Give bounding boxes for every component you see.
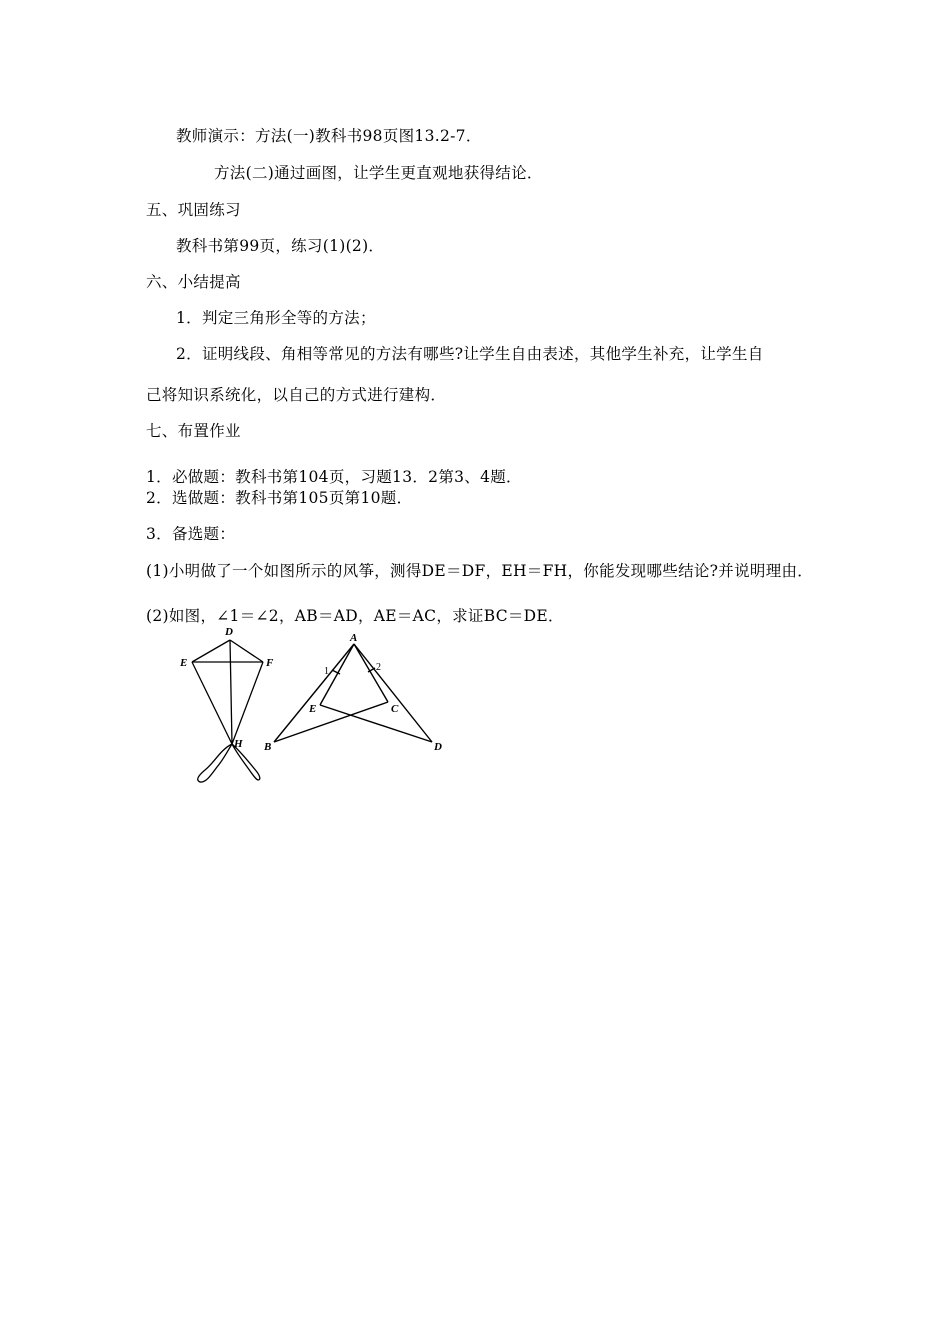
section-heading-consolidation: 五、巩固练习 xyxy=(146,201,241,219)
triangle-figure xyxy=(260,632,450,762)
label-b: B xyxy=(264,741,272,753)
label-angle-2: 2 xyxy=(376,662,381,673)
text-line-optional: 2．选做题：教科书第105页第10题． xyxy=(146,489,413,507)
label-e: E xyxy=(309,703,317,715)
text-line-required: 1．必做题：教科书第104页，习题13．2第3、4题． xyxy=(146,468,522,486)
kite-tail-left xyxy=(198,744,232,782)
section-heading-summary: 六、小结提高 xyxy=(146,273,241,291)
label-angle-1: 1 xyxy=(324,666,329,677)
section-heading-homework: 七、布置作业 xyxy=(146,422,241,440)
text-line-teacher-demo: 教师演示：方法(一)教科书98页图13.2-7． xyxy=(176,127,482,145)
kite-label-d: D xyxy=(225,626,233,638)
text-line-backup: 3．备选题： xyxy=(146,525,236,543)
kite-label-f: F xyxy=(266,657,274,669)
text-line-summary-2: 2．证明线段、角相等常见的方法有哪些?让学生自由表述，其他学生补充，让学生自 xyxy=(176,345,764,363)
text-line-problem-1: (1)小明做了一个如图所示的风筝，测得DE＝DF，EH＝FH，你能发现哪些结论?并说明理由． xyxy=(146,562,814,580)
label-d: D xyxy=(434,741,442,753)
text-line-summary-2-cont: 己将知识系统化，以自己的方式进行建构． xyxy=(146,386,447,404)
kite-edge-dh xyxy=(230,640,232,744)
kite-edge-fh xyxy=(232,662,263,744)
kite-edge-eh xyxy=(192,662,232,744)
edge-ed xyxy=(320,705,432,742)
edge-ad xyxy=(354,644,432,742)
label-c: C xyxy=(391,703,399,715)
text-line-exercise: 教科书第99页，练习(1)(2)． xyxy=(176,237,385,255)
kite-edge-df xyxy=(230,640,263,662)
label-a: A xyxy=(350,632,358,644)
text-line-problem-2: (2)如图，∠1＝∠2，AB＝AD，AE＝AC，求证BC＝DE． xyxy=(146,607,564,625)
kite-label-h: H xyxy=(234,738,243,750)
kite-edge-de xyxy=(192,640,230,662)
kite-label-e: E xyxy=(180,657,188,669)
text-line-summary-1: 1．判定三角形全等的方法； xyxy=(176,309,376,327)
text-line-method-two: 方法(二)通过画图，让学生更直观地获得结论． xyxy=(214,164,543,182)
edge-ac xyxy=(354,644,388,702)
